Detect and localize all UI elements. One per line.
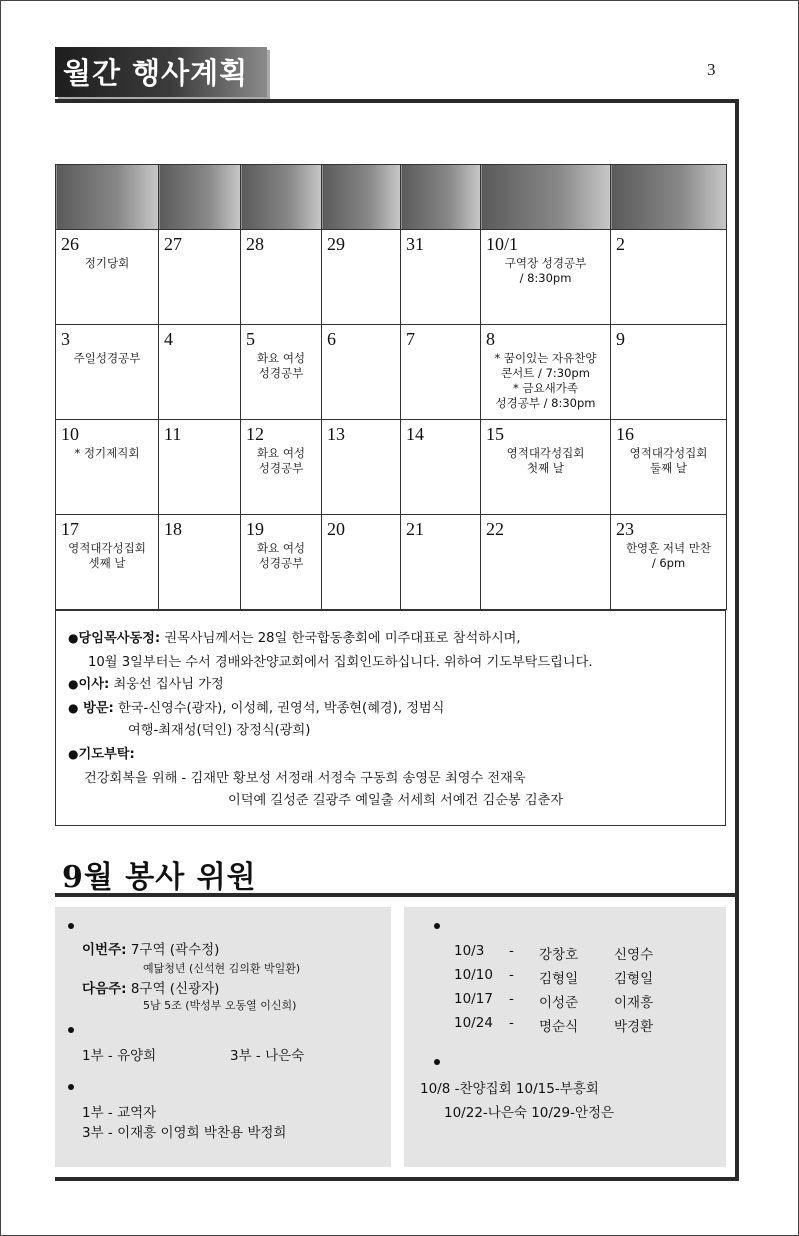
- calendar-day-cell: [611, 325, 727, 420]
- calendar-day-cell: [322, 325, 401, 420]
- schedule-name-a: 이성준: [539, 995, 579, 1011]
- day-number: 14: [406, 424, 424, 444]
- day-number: 26: [61, 234, 79, 254]
- calendar-header-cell: [322, 165, 401, 230]
- day-number: 19: [246, 519, 264, 539]
- calendar-day-cell: [56, 325, 159, 420]
- meeting-line1: 10/8 -찬양집회 10/15-부흥회: [420, 1081, 599, 1097]
- bullet-icon: [68, 1084, 74, 1090]
- bullet-icon: [434, 923, 440, 929]
- bullet-icon: [68, 923, 74, 929]
- calendar-week-row: [56, 515, 727, 610]
- day-event: 영적대각성집회 첫째 날: [506, 446, 585, 475]
- part1-service: 1부 - 유양희: [82, 1048, 157, 1064]
- bullet-icon: ●: [68, 631, 79, 645]
- calendar-day-cell: [159, 515, 241, 610]
- pastor-news-line1: 권목사님께서는 28일 한국합동총회에 미주대표로 참석하시며,: [160, 631, 521, 646]
- pastor-news-label: 당임목사동정:: [78, 631, 161, 646]
- calendar-day-cell: [159, 325, 241, 420]
- day-event: 화요 여성 성경공부: [256, 541, 306, 570]
- calendar-day-cell: [401, 325, 481, 420]
- calendar-header-cell: [241, 165, 322, 230]
- schedule-name-a: 명순식: [539, 1019, 579, 1035]
- day-event: * 꿈이있는 자유찬양 콘서트 / 7:30pm * 금요새가족 성경공부 / 8:30pm: [494, 351, 597, 410]
- calendar-day-cell: [241, 325, 322, 420]
- day-event: 화요 여성 성경공부: [256, 351, 306, 380]
- day-number: 18: [164, 519, 182, 539]
- moving-text: 최웅선 집사님 가정: [109, 677, 224, 692]
- visit-line2: 여행-최재성(덕인) 장정식(광희): [128, 723, 311, 738]
- visit-line1: 한국-신영수(광자), 이성혜, 권영석, 박종현(혜경), 정범식: [113, 701, 445, 716]
- schedule-dash: -: [509, 1015, 514, 1031]
- bullet-icon: [434, 1059, 440, 1065]
- calendar-day-cell: [481, 230, 611, 325]
- day-number: 23: [616, 519, 634, 539]
- frame-line-right: [735, 99, 739, 1181]
- calendar-header-row: [56, 165, 727, 230]
- this-week-value: 7구역 (곽수정): [126, 942, 220, 958]
- calendar-day-cell: [241, 230, 322, 325]
- day-number: 12: [246, 424, 264, 444]
- prayer-request: [68, 743, 135, 762]
- next-week-value: 8구역 (신광자): [126, 981, 220, 997]
- calendar-header-cell: [401, 165, 481, 230]
- calendar-day-cell: [322, 515, 401, 610]
- day-event: 화요 여성 성경공부: [256, 446, 306, 475]
- frame-line-top: [55, 99, 738, 103]
- schedule-date: 10/3: [454, 943, 485, 959]
- day-event: 영적대각성집회 셋째 날: [68, 541, 146, 570]
- calendar-day-cell: [481, 420, 611, 515]
- calendar-header-cell: [56, 165, 159, 230]
- day-number: 28: [246, 234, 264, 254]
- day-number: 22: [486, 519, 504, 539]
- day-number: 16: [616, 424, 634, 444]
- this-week: [82, 938, 219, 958]
- calendar-day-cell: [481, 515, 611, 610]
- schedule-dash: -: [509, 991, 514, 1007]
- service-section-title: 9월 봉사 위원: [62, 860, 257, 895]
- prayer-label: 기도부탁:: [78, 747, 135, 762]
- day-number: 11: [164, 424, 182, 444]
- calendar-table: [55, 164, 727, 610]
- calendar-day-cell: [159, 230, 241, 325]
- day-number: 8: [486, 329, 495, 349]
- day-event: 영적대각성집회 둘째 날: [629, 446, 708, 475]
- calendar-day-cell: [241, 420, 322, 515]
- calendar-day-cell: [401, 420, 481, 515]
- day-number: 15: [486, 424, 504, 444]
- calendar-day-cell: [322, 230, 401, 325]
- schedule-dash: -: [509, 967, 514, 983]
- calendar-week-row: [56, 420, 727, 515]
- calendar-day-cell: [159, 420, 241, 515]
- calendar-day-cell: [322, 420, 401, 515]
- this-week-sub: 예닮청년 (신석현 김의환 박일환): [143, 962, 301, 975]
- next-week-sub: 5남 5조 (박성부 오동열 이신희): [143, 999, 297, 1012]
- visit-label: 방문:: [78, 701, 114, 716]
- pastor-news: [68, 627, 521, 646]
- service-box-right: [404, 907, 726, 1167]
- page-number: 3: [707, 60, 716, 79]
- day-number: 2: [616, 234, 625, 254]
- day-number: 17: [61, 519, 79, 539]
- calendar-day-cell: [611, 420, 727, 515]
- schedule-dash: -: [509, 943, 514, 959]
- group-part3: 3부 - 이재흥 이영희 박찬용 박정희: [82, 1125, 287, 1141]
- day-number: 3: [61, 329, 70, 349]
- notice-box: [55, 610, 726, 826]
- service-box-left: [55, 907, 391, 1167]
- schedule-date: 10/10: [454, 967, 493, 983]
- bullet-icon: ●: [68, 677, 79, 691]
- day-number: 20: [327, 519, 345, 539]
- calendar-day-cell: [241, 515, 322, 610]
- schedule-name-a: 강창호: [539, 947, 579, 963]
- day-number: 10: [61, 424, 79, 444]
- next-week-label: 다음주:: [82, 981, 127, 997]
- schedule-name-b: 신영수: [614, 947, 654, 963]
- day-number: 29: [327, 234, 345, 254]
- day-number: 31: [406, 234, 424, 254]
- group-part1: 1부 - 교역자: [82, 1105, 157, 1121]
- moving-label: 이사:: [78, 677, 110, 692]
- bullet-icon: ●: [68, 701, 79, 715]
- next-week: [82, 977, 219, 997]
- day-event: 주일성경공부: [73, 351, 141, 365]
- calendar-header-cell: [611, 165, 727, 230]
- schedule-name-b: 김형일: [614, 971, 654, 987]
- day-event: 구역장 성경공부 / 8:30pm: [504, 256, 587, 285]
- day-number: 9: [616, 329, 625, 349]
- day-number: 4: [164, 329, 173, 349]
- calendar-day-cell: [611, 515, 727, 610]
- prayer-line1: 건강회복을 위해 - 김재만 황보성 서정래 서정숙 구동희 송영문 최영수 전재욱: [84, 771, 526, 786]
- bullet-icon: ●: [68, 747, 79, 761]
- calendar-day-cell: [56, 230, 159, 325]
- moving-news: [68, 673, 224, 692]
- calendar-week-row: [56, 325, 727, 420]
- calendar-day-cell: [481, 325, 611, 420]
- visit-news: [68, 697, 444, 716]
- day-number: 27: [164, 234, 182, 254]
- meeting-line2: 10/22-나은숙 10/29-안정은: [444, 1105, 615, 1121]
- schedule-date: 10/17: [454, 991, 493, 1007]
- schedule-name-b: 박경환: [614, 1019, 654, 1035]
- day-event: * 정기제직회: [74, 446, 140, 460]
- day-number: 6: [327, 329, 336, 349]
- day-event: 정기당회: [84, 256, 130, 270]
- this-week-label: 이번주:: [82, 942, 127, 958]
- calendar-header-cell: [481, 165, 611, 230]
- schedule-date: 10/24: [454, 1015, 493, 1031]
- schedule-name-b: 이재흥: [614, 995, 654, 1011]
- page-title: 월간 행사계획: [63, 56, 249, 90]
- calendar-day-cell: [611, 230, 727, 325]
- day-number: 21: [406, 519, 424, 539]
- day-number: 7: [406, 329, 415, 349]
- frame-line-bottom: [55, 1177, 739, 1181]
- day-number: 10/1: [486, 234, 519, 254]
- calendar-header-cell: [159, 165, 241, 230]
- calendar-week-row: [56, 230, 727, 325]
- schedule-name-a: 김형일: [539, 971, 579, 987]
- prayer-line2: 이덕예 길성준 길광주 예일출 서세희 서예건 김순봉 김춘자: [228, 793, 564, 808]
- pastor-news-line2: 10월 3일부터는 수서 경배와찬양교회에서 집회인도하십니다. 위하여 기도부탁드립니다.: [88, 655, 593, 670]
- calendar-day-cell: [56, 515, 159, 610]
- calendar-day-cell: [56, 420, 159, 515]
- day-number: 5: [246, 329, 255, 349]
- day-number: 13: [327, 424, 345, 444]
- day-event: 한영혼 저녁 만찬 / 6pm: [625, 541, 712, 570]
- bullet-icon: [68, 1027, 74, 1033]
- calendar-day-cell: [401, 515, 481, 610]
- section-title-banner: [55, 47, 267, 97]
- calendar-day-cell: [401, 230, 481, 325]
- part3-service: 3부 - 나은숙: [230, 1048, 305, 1064]
